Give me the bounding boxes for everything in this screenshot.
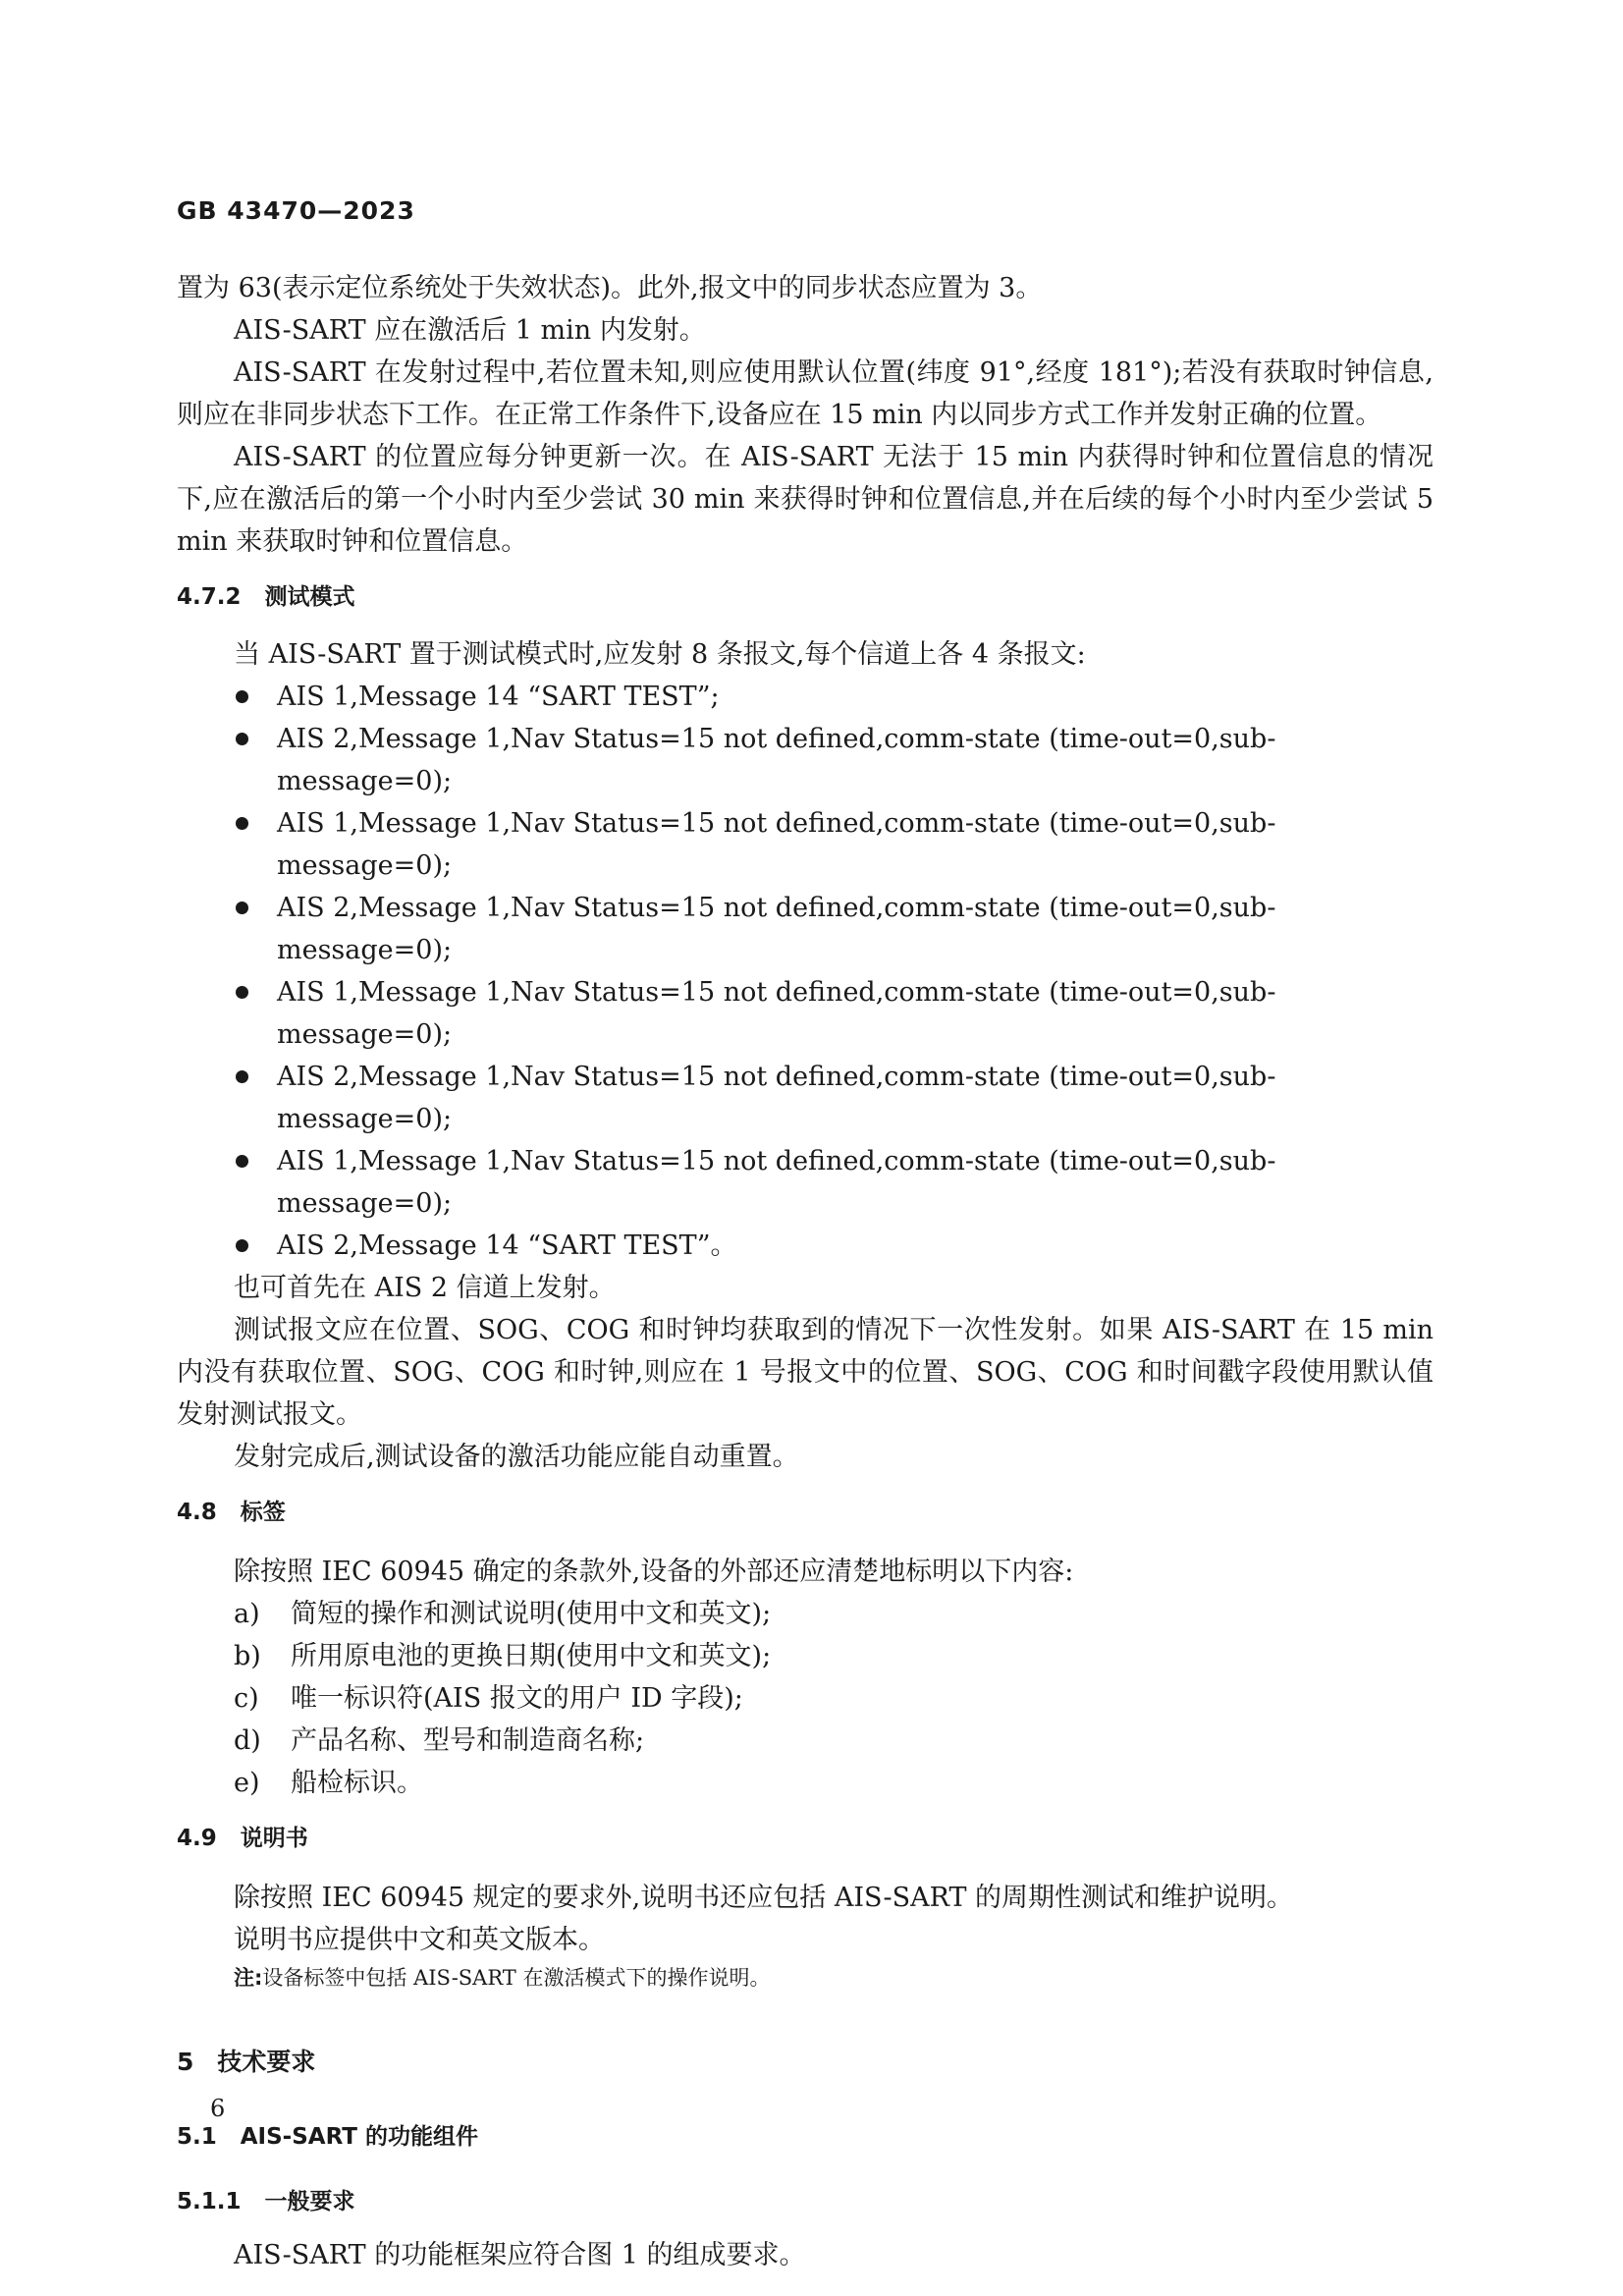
list-item [177, 1593, 1434, 1635]
paragraph: 说明书应提供中文和英文版本。 [234, 1925, 605, 1955]
page-content [177, 267, 1434, 2276]
section-heading-5-1-1 [177, 2185, 1434, 2218]
list-item-text: AIS 2,Message 14 “SART TEST”。 [277, 1230, 737, 1261]
section-heading-4-9 [177, 1822, 1434, 1855]
section-number: 4.7.2 [177, 584, 242, 610]
list-label: c) [234, 1683, 259, 1714]
list-item [177, 1140, 1434, 1225]
section-heading-4-8 [177, 1496, 1434, 1529]
section-number: 5.1.1 [177, 2189, 242, 2214]
paragraph: 测试报文应在位置、SOG、COG 和时钟均获取到的情况下一次性发射。如果 AIS-SART 在 15 min 内没有获取位置、SOG、COG 和时钟,则应在 1 号报文中的位置、SOG、COG 和时间戳字段使用默认值发射测试报文。 [177, 1315, 1434, 1430]
note-label: 注: [234, 1966, 263, 1990]
list-item-text: AIS 1,Message 1,Nav Status=15 not defined,comm-state (time-out=0,sub-message=0); [277, 1146, 1276, 1219]
bullet-icon [236, 817, 248, 830]
paragraph: 除按照 IEC 60945 确定的条款外,设备的外部还应清楚地标明以下内容: [234, 1557, 1074, 1587]
bullet-icon [236, 1239, 248, 1252]
section-title: 技术要求 [217, 2048, 316, 2076]
list-item [177, 887, 1434, 971]
section-heading-5-1 [177, 2120, 1434, 2154]
section-number: 5.1 [177, 2124, 217, 2150]
bullet-icon [236, 1070, 248, 1083]
list-item [177, 1056, 1434, 1140]
list-item-text: AIS 1,Message 14 “SART TEST”; [277, 682, 720, 712]
section-title: 标签 [240, 1500, 286, 1525]
paragraph: 也可首先在 AIS 2 信道上发射。 [234, 1273, 616, 1303]
list-item [177, 718, 1434, 802]
list-item [177, 1762, 1434, 1804]
list-item [177, 1720, 1434, 1762]
paragraph: 发射完成后,测试设备的激活功能应能自动重置。 [234, 1442, 799, 1472]
section-number: 5 [177, 2048, 194, 2076]
bullet-icon [236, 733, 248, 745]
list-item-text: 所用原电池的更换日期(使用中文和英文); [291, 1641, 772, 1671]
list-item-text: 唯一标识符(AIS 报文的用户 ID 字段); [291, 1683, 743, 1714]
list-item-text: AIS 1,Message 1,Nav Status=15 not defined,comm-state (time-out=0,sub-message=0); [277, 977, 1276, 1050]
note [234, 1961, 1434, 1995]
bullet-icon [236, 986, 248, 999]
paragraph: 当 AIS-SART 置于测试模式时,应发射 8 条报文,每个信道上各 4 条报文: [234, 639, 1086, 670]
section-title: AIS-SART 的功能组件 [240, 2124, 478, 2150]
bullet-icon [236, 1155, 248, 1168]
bullet-list [177, 676, 1434, 1267]
section-number: 4.8 [177, 1500, 217, 1525]
list-label: d) [234, 1725, 261, 1756]
list-item-text: AIS 1,Message 1,Nav Status=15 not defined,comm-state (time-out=0,sub-message=0); [277, 808, 1276, 881]
list-item [177, 1635, 1434, 1677]
paragraph: AIS-SART 的位置应每分钟更新一次。在 AIS-SART 无法于 15 min 内获得时钟和位置信息的情况下,应在激活后的第一个小时内至少尝试 30 min 来获得时钟和位置信息,并在后续的每个小时内至少尝试 5 min 来获取时钟和位置信息。 [177, 442, 1434, 557]
section-title: 说明书 [240, 1826, 308, 1851]
section-heading-4-7-2 [177, 580, 1434, 614]
paragraph: AIS-SART 应在激活后 1 min 内发射。 [234, 315, 706, 346]
list-item-text: AIS 2,Message 1,Nav Status=15 not defined,comm-state (time-out=0,sub-message=0); [277, 724, 1276, 796]
bullet-icon [236, 690, 248, 703]
list-label: e) [234, 1768, 260, 1798]
list-label: a) [234, 1599, 260, 1629]
section-number: 4.9 [177, 1826, 217, 1851]
list-item [177, 1225, 1434, 1267]
note-text: 设备标签中包括 AIS-SART 在激活模式下的操作说明。 [262, 1966, 771, 1990]
list-item-text: AIS 2,Message 1,Nav Status=15 not defined,comm-state (time-out=0,sub-message=0); [277, 1062, 1276, 1134]
list-item-text: AIS 2,Message 1,Nav Status=15 not defined,comm-state (time-out=0,sub-message=0); [277, 893, 1276, 965]
section-heading-5 [177, 2046, 1434, 2079]
list-item-text: 产品名称、型号和制造商名称; [291, 1725, 645, 1756]
list-item-text: 船检标识。 [291, 1768, 423, 1798]
list-item [177, 676, 1434, 718]
list-item [177, 1677, 1434, 1720]
list-label: b) [234, 1641, 261, 1671]
paragraph: 除按照 IEC 60945 规定的要求外,说明书还应包括 AIS-SART 的周期性测试和维护说明。 [234, 1883, 1294, 1913]
paragraph: AIS-SART 在发射过程中,若位置未知,则应使用默认位置(纬度 91°,经度 181°);若没有获取时钟信息,则应在非同步状态下工作。在正常工作条件下,设备应在 15 min 内以同步方式工作并发射正确的位置。 [177, 357, 1434, 430]
section-title: 测试模式 [264, 584, 355, 610]
document-id-header: GB 43470—2023 [177, 196, 415, 225]
list-item-text: 简短的操作和测试说明(使用中文和英文); [291, 1599, 772, 1629]
paragraph: 置为 63(表示定位系统处于失效状态)。此外,报文中的同步状态应置为 3。 [177, 273, 1043, 303]
paragraph: AIS-SART 的功能框架应符合图 1 的组成要求。 [234, 2240, 806, 2270]
list-item [177, 971, 1434, 1056]
section-title: 一般要求 [264, 2189, 355, 2214]
list-item [177, 802, 1434, 887]
page-number: 6 [210, 2095, 226, 2122]
bullet-icon [236, 902, 248, 914]
lettered-list [177, 1593, 1434, 1804]
